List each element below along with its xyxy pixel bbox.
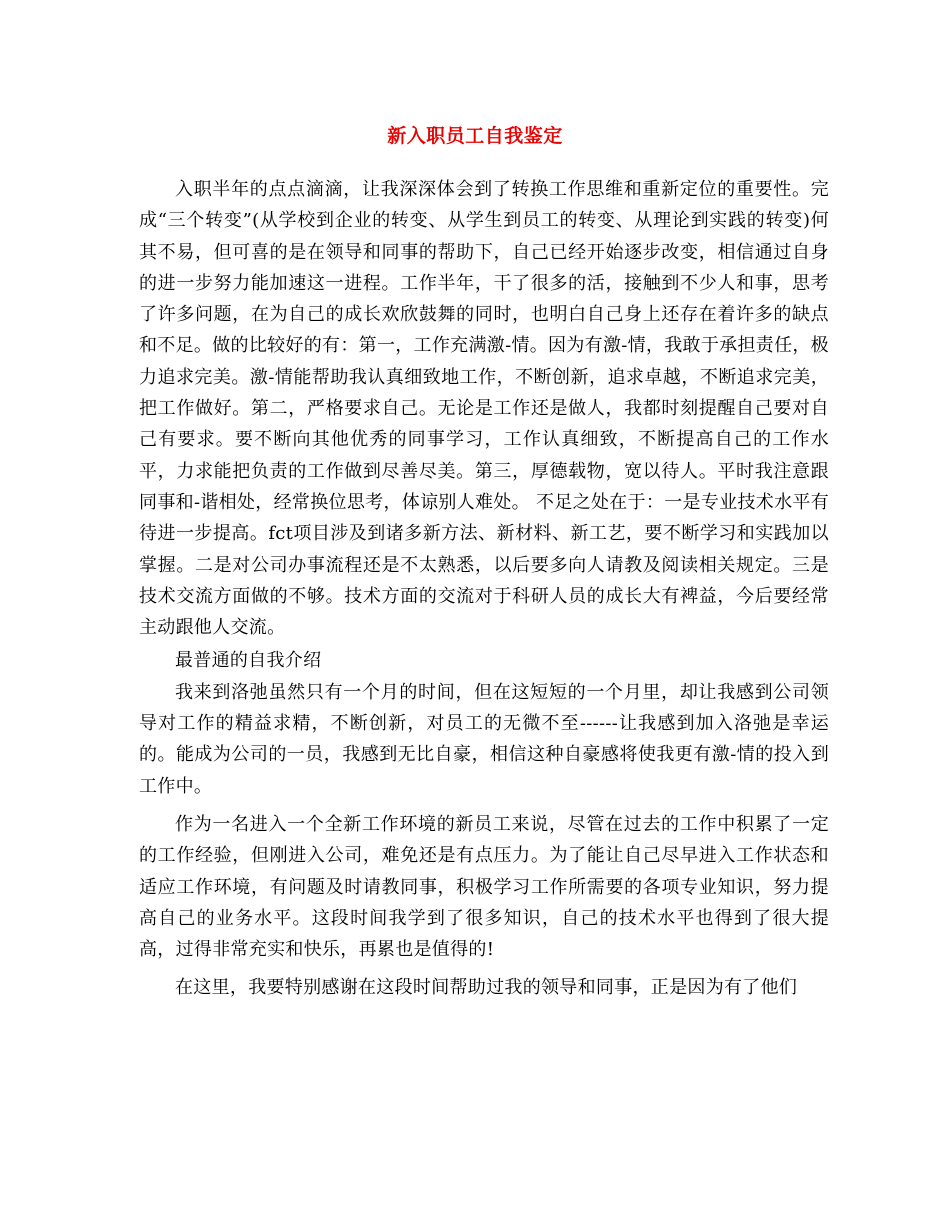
section-heading: 最普通的自我介绍 xyxy=(175,650,322,672)
paragraph-introduction: 我来到洛弛虽然只有一个月的时间，但在这短短的一个月里，却让我感到公司领导对工作的精益求精，不断创新，对员工的无微不至------让我感到加入洛弛是幸运的。能成为公司的一员，我感到无比自豪，相信这种自豪感将使我更有激-情的投入到工作中。 xyxy=(139,681,829,797)
document-title: 新入职员工自我鉴定 xyxy=(387,125,563,147)
document-body xyxy=(139,174,829,1004)
paragraph-new-employee: 作为一名进入一个全新工作环境的新员工来说，尽管在过去的工作中积累了一定的工作经验，但刚进入公司，难免还是有点压力。为了能让自己尽早进入工作状态和适应工作环境，有问题及时请教同事，积极学习工作所需要的各项专业知识，努力提高自己的业务水平。这段时间我学到了很多知识，自己的技术水平也得到了很大提高，过得非常充实和快乐，再累也是值得的! xyxy=(139,813,829,961)
paragraph-thanks: 在这里，我要特别感谢在这段时间帮助过我的领导和同事，正是因为有了他们 xyxy=(175,977,798,999)
paragraph-self-evaluation: 入职半年的点点滴滴，让我深深体会到了转换工作思维和重新定位的重要性。完成“三个转变”(从学校到企业的转变、从学生到员工的转变、从理论到实践的转变)何其不易，但可喜的是在领导和同事的帮助下，自己已经开始逐步改变，相信通过自身的进一步努力能加速这一进程。工作半年，干了很多的活，接触到不少人和事，思考了许多问题，在为自己的成长欢欣鼓舞的同时，也明白自己身上还存在着许多的缺点和不足。做的比较好的有：第一，工作充满激-情。因为有激-情，我敢于承担责任，极力追求完美。激-情能帮助我认真细致地工作，不断创新，追求卓越，不断追求完美，把工作做好。第二，严格要求自己。无论是工作还是做人，我都时刻提醒自己要对自己有要求。要不断向其他优秀的同事学习，工作认真细致，不断提高自己的工作水平，力求能把负责的工作做到尽善尽美。第三，厚德载物，宽以待人。平时我注意跟同事和-谐相处，经常换位思考，体谅别人难处。 不足之处在于：一是专业技术水平有待进一步提高。fct项目涉及到诸多新方法、新材料、新工艺，要不断学习和实践加以掌握。二是对公司办事流程还是不太熟悉，以后要多向人请教及阅读相关规定。三是技术交流方面做的不够。技术方面的交流对于科研人员的成长大有裨益，今后要经常主动跟他人交流。 xyxy=(139,179,829,639)
